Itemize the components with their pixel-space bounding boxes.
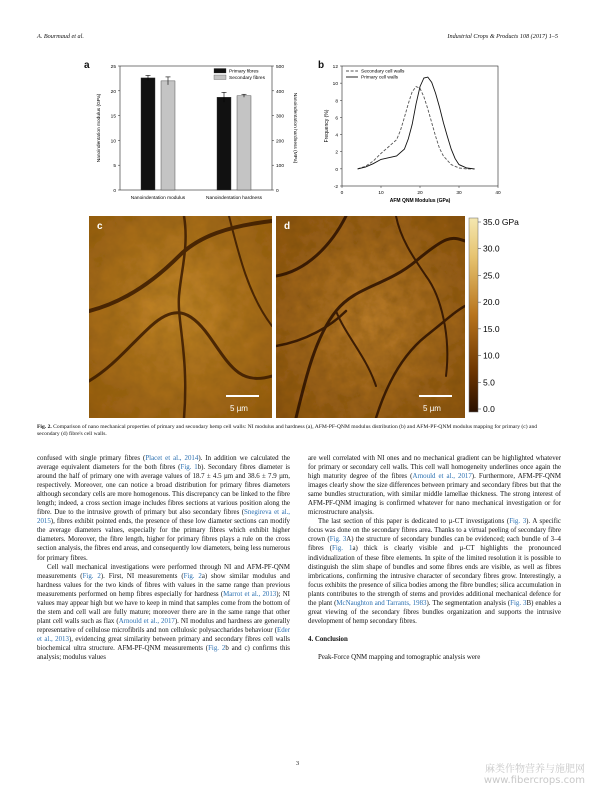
x-tick-label: 30 bbox=[456, 191, 462, 196]
x-tick-label: 40 bbox=[495, 191, 501, 196]
paragraph-text: ), evidencing great similarity between primary and secondary fibres cell walls biochemical ultra structure. AFM-PF-QNM measurements ( bbox=[37, 635, 290, 652]
reference-link[interactable]: Fig. 1 bbox=[180, 464, 198, 472]
right-column bbox=[308, 454, 561, 662]
paragraph-text: ), fibres exhibit pointed ends, the presence of these low diameter sections can modify the average diameters values, especially for the primary fibres which exhibit higher diameters. Moreover, the fibre length, higher for primary fibres plays a rule on the cross section analysis, the fibres end areas, and consequently low diameters, being less numerous for primary fibres. bbox=[37, 518, 290, 562]
bar-primary bbox=[141, 78, 155, 190]
chart-nanoindentation-bar bbox=[90, 60, 320, 210]
paragraph-text: ). In addition we calculated the average equivalent diameters for the both fibres ( bbox=[37, 455, 290, 472]
paragraph-text: B) enables a great viewing of the secondary fibres bundles organization and supports the intrusive development of hemp secondary fibres. bbox=[308, 599, 562, 625]
caption-label: Fig. 2. bbox=[37, 424, 52, 430]
reference-link[interactable]: Eder et al., 2013 bbox=[37, 626, 290, 643]
paragraph-cell-wall-mechanics bbox=[37, 563, 290, 663]
y2-tick-label: 300 bbox=[276, 114, 285, 120]
paragraph-text: A) the structure of secondary bundles can be evidenced; each bundle of 3–4 fibres ( bbox=[308, 536, 561, 553]
reference-link[interactable]: Arnould et al., 2017 bbox=[118, 617, 175, 625]
legend-label: Secondary cell walls bbox=[361, 69, 405, 75]
paragraph-diameters bbox=[37, 454, 290, 563]
watermark-line-2: www.fibercrops.com bbox=[483, 775, 585, 786]
series-line-secondary bbox=[358, 87, 475, 169]
colorbar-tick-label: 35.0 GPa bbox=[483, 217, 519, 227]
plot-frame bbox=[342, 66, 498, 186]
reference-link[interactable]: Placet et al., 2014 bbox=[145, 455, 199, 462]
y-tick-label: 10 bbox=[110, 139, 116, 145]
legend-swatch bbox=[214, 75, 226, 80]
panel-label-b: b bbox=[318, 60, 325, 71]
series-line-primary bbox=[358, 77, 475, 169]
reference-link[interactable]: Fig. 2 bbox=[82, 572, 101, 580]
caption-text: Comparison of nano mechanical properties of primary and secondary hemp cell walls: NI modulus and hardness (a), AFM-PF-QNM modulus distribution (b) and AFM-PF-QNM modulus mapping for primary (c) and secondary (d) fibre's cell walls. bbox=[37, 424, 538, 438]
paragraph-text: ). First, NI measurements ( bbox=[100, 572, 184, 580]
paragraph-text: are well correlated with NI ones and no mechanical gradient can be highlighted whatever for primary or secondary cell walls. This cell wall homogeneity underlines once again the high maturity degree of the fibres ( bbox=[308, 455, 561, 481]
reference-link[interactable]: Fig. 3 bbox=[329, 536, 347, 544]
colorbar-tick-label: 25.0 bbox=[483, 270, 500, 281]
running-header-journal: Industrial Crops & Products 108 (2017) 1–5 bbox=[447, 33, 558, 40]
legend-label: Primary fibres bbox=[229, 69, 259, 75]
legend-swatch bbox=[214, 69, 226, 74]
watermark bbox=[484, 764, 585, 786]
x-tick-label: 20 bbox=[417, 191, 423, 196]
reference-link[interactable]: Snegireva et al., 2015 bbox=[37, 509, 290, 526]
figure-caption bbox=[37, 424, 561, 439]
y-axis-label: Frequency (%) bbox=[324, 109, 330, 143]
y-tick-label: 12 bbox=[332, 65, 338, 70]
paragraph-text: a) thick is clearly visible and µ-CT highlights the pronounced individualization of these fibre elements. In spite of the limited resolution it is possible to distinguish the slim shape of bundles and some fibres ends are visible, as well as fibres imbrications, confirming the intrusive character of secondary fibres grow. Interestingly, a focus exhibits the presence of silica bodies among the fibre bundles; silica accumulation in plants contributes to the strength of stems and provides additional mechanical defence for the plant ( bbox=[308, 545, 561, 607]
paragraph-conclusion: Peak-Force QNM mapping and tomographic analysis were bbox=[318, 653, 481, 661]
paragraph-text: The last section of this paper is dedicated to µ-CT investigations ( bbox=[318, 518, 510, 526]
y-axis-label: Nanoindentation modulus (GPa) bbox=[97, 93, 102, 163]
y2-tick-label: 500 bbox=[276, 65, 285, 70]
page-number: 3 bbox=[295, 760, 300, 767]
y-tick-label: -2 bbox=[333, 185, 338, 190]
y-tick-label: 5 bbox=[113, 164, 116, 170]
y-tick-label: 10 bbox=[332, 82, 338, 88]
paragraph-text: ). The segmentation analysis ( bbox=[426, 599, 511, 607]
reference-link[interactable]: McNaughton and Tarrants, 1983 bbox=[336, 599, 427, 607]
colorbar-gradient bbox=[469, 218, 478, 412]
reference-link[interactable]: Marrot et al., 2013 bbox=[223, 590, 277, 598]
paragraph-text: Cell wall mechanical investigations were performed through NI and AFM-PF-QNM measurements ( bbox=[37, 563, 290, 580]
x-tick-label: 0 bbox=[340, 191, 344, 196]
colorbar-tick-label: 30.0 bbox=[483, 243, 500, 254]
watermark-line-1: 麻类作物营养与施肥网 bbox=[485, 764, 585, 775]
bar-secondary bbox=[237, 96, 251, 190]
y-tick-label: 8 bbox=[335, 99, 338, 105]
reference-link[interactable]: Fig. 2 bbox=[208, 644, 226, 652]
left-column bbox=[37, 454, 290, 662]
paragraph-text: b and c) confirms this analysis; modulus values bbox=[37, 644, 290, 662]
legend-label: Secondary fibres bbox=[229, 76, 265, 82]
bar-secondary bbox=[161, 81, 175, 190]
y2-tick-label: 400 bbox=[276, 89, 285, 95]
y-tick-label: 0 bbox=[335, 167, 338, 173]
colorbar-tick-label: 10.0 bbox=[483, 350, 500, 361]
reference-link[interactable]: Fig. 2 bbox=[183, 572, 202, 580]
y-tick-label: 0 bbox=[113, 189, 116, 194]
reference-link[interactable]: Fig. 1 bbox=[332, 545, 353, 553]
colorbar-tick-label: 5.0 bbox=[483, 377, 495, 388]
scale-bar-c-label: 5 µm bbox=[230, 404, 248, 413]
x-category-label: Nanoindentation modulus bbox=[130, 196, 186, 201]
reference-link[interactable]: Fig. 3 bbox=[510, 599, 527, 607]
y-tick-label: 4 bbox=[335, 133, 338, 139]
y2-tick-label: 200 bbox=[276, 139, 285, 145]
paragraph-text: ). Furthermore, AFM-PF-QNM images clearly show the size differences between primary and secondary fibres but that the same bundles structuration, with similar middle lamellae thickness. The strong interest of AFM-PF-QNM imaging is confirmed whatever for nano mechanical investigation or for microstructure analysis. bbox=[308, 473, 561, 517]
scale-bar-d-label: 5 µm bbox=[423, 404, 441, 413]
reference-link[interactable]: Fig. 3 bbox=[509, 518, 527, 526]
legend-label: Primary cell walls bbox=[361, 75, 399, 81]
x-tick-label: 10 bbox=[378, 191, 384, 196]
paragraph-text: b). Secondary fibres diameter is around the half of primary one with average values of 18.7 ± 4.5 µm and 38.6 ± 7.9 µm, respectively. Moreover, one can notice a broad distribution for primary fibres diameters although secondary cells are more homogenous. This discrepancy can be linked to the fibre length; indeed, a cross section image includes fibres sections at various position along the fibre. Due to the intrusive growth of primary but also secondary fibres ( bbox=[37, 464, 290, 517]
panel-label-a: a bbox=[84, 60, 90, 71]
panel-label-c: c bbox=[97, 221, 103, 232]
paragraph-afm-correlation bbox=[308, 454, 561, 517]
paragraph-text: ). A specific focus was done on the secondary fibres area. Thanks to a virtual peeling of secondary fibre crown ( bbox=[308, 518, 561, 544]
colorbar bbox=[468, 216, 558, 418]
paragraph-text: a) show similar modulus and hardness values for the two kinds of fibres with values in the same range than previous measurements performed on hemp fibres especially for hardness ( bbox=[37, 572, 291, 598]
bar-primary bbox=[217, 97, 231, 190]
section-heading-conclusion: 4. Conclusion bbox=[308, 635, 348, 643]
y2-tick-label: 100 bbox=[276, 164, 285, 170]
colorbar-tick-label: 15.0 bbox=[483, 323, 500, 334]
paragraph-micro-ct bbox=[308, 517, 561, 626]
y-tick-label: 6 bbox=[335, 116, 338, 122]
micrograph-secondary-fibre bbox=[276, 216, 465, 418]
paragraph-text: ). NI modulus and hardness are generally representative of cellulose microfibrils and non cellulosic polysaccharides behaviour ( bbox=[37, 617, 291, 634]
chart-afm-modulus-distribution bbox=[318, 60, 518, 210]
y-tick-label: 2 bbox=[335, 150, 338, 156]
y-tick-label: 15 bbox=[110, 114, 116, 120]
running-header-authors: A. Bourmaud et al. bbox=[37, 33, 84, 40]
panel-label-d: d bbox=[284, 221, 291, 232]
y-tick-label: 20 bbox=[110, 89, 116, 95]
x-axis-label: AFM QNM Modulus (GPa) bbox=[389, 198, 451, 204]
paragraph-text: ); NI values may appear high but we have to keep in mind that samples come from the bottom of the stem and cell wall are fully mature; moreover there are in the same range that other plant cell walls such as flax ( bbox=[37, 590, 290, 625]
x-category-label: Nanoindentation hardness bbox=[205, 196, 263, 201]
colorbar-tick-label: 20.0 bbox=[483, 297, 500, 308]
y2-tick-label: 0 bbox=[276, 189, 279, 194]
y2-axis-label: Nanoindentation hardness (MPa) bbox=[292, 92, 297, 164]
paragraph-text: confused with single primary fibres ( bbox=[37, 455, 146, 462]
y-tick-label: 25 bbox=[110, 65, 116, 70]
reference-link[interactable]: Arnould et al., 2017 bbox=[412, 473, 472, 481]
colorbar-tick-label: 0.0 bbox=[483, 404, 495, 414]
micrograph-primary-fibre bbox=[89, 216, 272, 418]
